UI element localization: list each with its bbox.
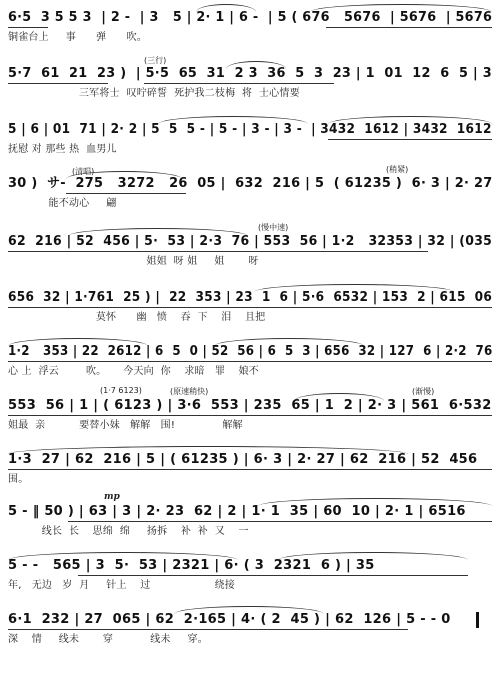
notation-line: 553 56 | 1 | ( 6123 ) | 3·6 553 | 235 65 | 1 2 | 2· 3 | 561 6·532 (8, 398, 492, 413)
notation-line: 1·2 353 | 22 2612 | 6 5 0 | 52 56 | 6 5 3 | 656 32 | 127 6 | 2·2 76 (8, 344, 493, 359)
slur-mark (226, 61, 286, 69)
performance-marking: (原速稍快) (170, 387, 209, 396)
performance-marking: (慢中速) (258, 223, 289, 232)
underline-beat (8, 307, 492, 308)
notation-line: 30 ) サ- 275 3272 26 05 | 632 216 | 5 ( 61235 ) 6· 3 | 2· 27 (8, 176, 493, 191)
performance-marking: (清唱) (72, 167, 95, 176)
slur-mark (174, 606, 324, 614)
lyrics-line: 莫怀 幽 愤 吞 下 泪 且把 (8, 312, 266, 323)
slur-mark (258, 498, 492, 506)
slur-mark (294, 393, 384, 401)
underline-beat (8, 361, 492, 362)
notation-line: 656 32 | 1·761 25 ) | 22 353 | 23 1 6 | 5·6 6532 | 153 2 | 615 06 (8, 290, 493, 305)
underline-beat (326, 27, 492, 28)
final-barline (476, 612, 479, 628)
underline-beat (8, 27, 48, 28)
notation-line: 5 | 6 | 01 71 | 2· 2 | 5 5 5 - | 5 - | 3 - | 3 - | 3432 1612 | 3432 1612 (8, 122, 492, 137)
dynamic-marking: mp (104, 492, 120, 502)
underline-beat (328, 139, 492, 140)
slur-mark (254, 284, 454, 292)
lyrics-line: 能不动心 翩 (8, 198, 117, 209)
slur-mark (158, 116, 308, 124)
slur-mark (8, 446, 408, 454)
notation-line: 62 216 | 52 456 | 5· 53 | 2·3 76 | 553 56 | 1·2 32353 | 32 | (035 (8, 234, 493, 249)
slur-mark (8, 338, 148, 346)
lyrics-line: 三军将士 叹咛碎誓 死护我二枝梅 将 士心情要 (8, 88, 300, 99)
notation-line: 5 - ‖ 50 ) | 63 | 3 | 2· 23 62 | 2 | 1· 1 35 | 60 10 | 2· 1 | 6516 (8, 504, 466, 519)
underline-beat (8, 469, 492, 470)
lyrics-line: 围。 (8, 474, 29, 485)
lyrics-line: 深 情 线未 穿 线未 穿。 (8, 634, 208, 645)
underline-beat (8, 251, 428, 252)
notation-line: 5·7 61 21 23 ) | 5·5 65 31 2 3 36 5 3 23 | 1 01 12 6 5 | 3 (8, 66, 492, 81)
slur-mark (310, 4, 492, 12)
notation-line: 6·5 3 5 5 3 | 2 - | 3 5 | 2· 1 | 6 - | 5 ( 676 5676 | 5676 | 5676 (8, 10, 493, 25)
slur-mark (328, 116, 492, 124)
performance-marking: (稍紧) (386, 165, 409, 174)
lyrics-line: 姐姐 呀 姐 姐 呀 (8, 256, 259, 267)
slur-mark (278, 552, 468, 560)
underline-beat (8, 83, 108, 84)
underline-beat (68, 521, 492, 522)
slur-mark (68, 228, 248, 236)
slur-mark (214, 338, 364, 346)
underline-beat (8, 415, 492, 416)
lyrics-line: 年, 无边 岁 月 针上 过 绕接 (8, 580, 236, 591)
lyrics-line: 铜雀台上 事 弹 吹。 (8, 32, 148, 43)
underline-beat (8, 629, 408, 630)
lyrics-line: 线长 长 思绵 绵 扬拆 补 补 又 一 (8, 526, 249, 537)
notation-line: 5 - - 565 | 3 5· 53 | 2321 | 6· ( 3 2321 6 ) | 35 (8, 558, 375, 573)
lyrics-line: 抚慰 对 那些 热 血男儿 (8, 144, 117, 155)
lyrics-line: 姐最 亲 要替小妹 解解 围! 解解 (8, 420, 243, 431)
slur-mark (196, 4, 256, 12)
performance-marking: (三行) (144, 56, 167, 65)
slur-mark (66, 171, 182, 179)
notation-line: 6·1 232 | 27 065 | 62 2·165 | 4· ( 2 45 ) | 62 126 | 5 - - 0 (8, 612, 451, 627)
notation-line: 1·3 27 | 62 216 | 5 | ( 61235 ) | 6· 3 | 2· 27 | 62 216 | 52 456 (8, 452, 478, 467)
performance-marking: (渐慢) (412, 387, 435, 396)
lyrics-line: 心 上 浮云 吹。 今天向 你 求暗 罪 娘不 (8, 366, 259, 377)
underline-beat (66, 193, 186, 194)
slur-mark (8, 552, 238, 560)
performance-marking: (1·7 6123) (100, 386, 142, 395)
underline-beat (144, 83, 334, 84)
underline-beat (78, 575, 468, 576)
